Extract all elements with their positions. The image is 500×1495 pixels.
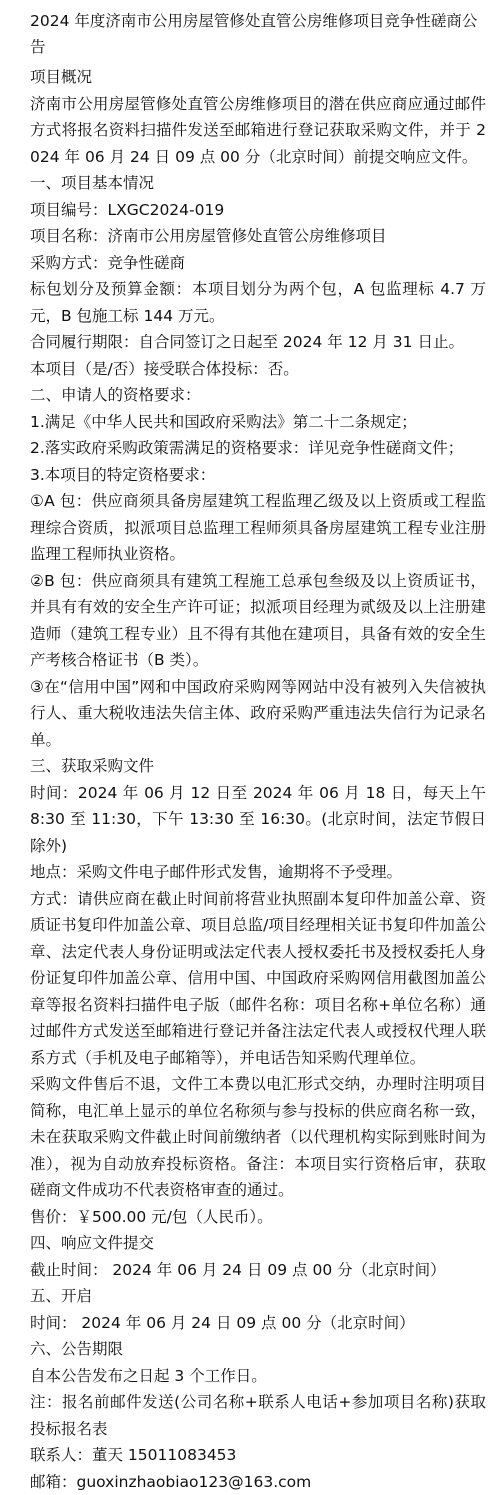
project-name: 项目名称：济南市公用房屋管修处直管公房维修项目 [30,223,486,250]
notice-period: 自本公告发布之日起 3 个工作日。 [30,1363,486,1390]
acquisition-place: 地点：采购文件电子邮件形式发售，逾期将不予受理。 [30,859,486,886]
requirement-lot-a: ①A 包：供应商须具备房屋建筑工程监理乙级及以上资质或工程监理综合资质，拟派项目总监理工程师须具备房屋建筑工程专业注册监理工程师执业资格。 [30,488,486,568]
section-5-heading: 五、开启 [30,1283,486,1310]
submission-deadline: 截止时间： 2024 年 06 月 24 日 09 点 00 分（北京时间） [30,1257,486,1284]
overview-heading: 项目概况 [30,64,486,91]
procurement-method: 采购方式：竞争性磋商 [30,250,486,277]
acquisition-method: 方式：请供应商在截止时间前将营业执照副本复印件加盖公章、资质证书复印件加盖公章、项目总监/项目经理相关证书复印件加盖公章、法定代表人身份证明或法定代表人授权委托书及授权委托人身份证复印件加盖公章、信用中国、中国政府采购网信用截图加盖公章等报名资料扫描件电子版（邮件名称：项目名称+单位名称）通过邮件方式发送至邮箱进行登记并备注法定代表人或授权代理人联系方式（手机及电子邮箱等），并电话告知采购代理单位。 [30,886,486,1072]
requirement-1: 1.满足《中华人民共和国政府采购法》第二十二条规定； [30,409,486,436]
section-3-heading: 三、获取采购文件 [30,753,486,780]
contact-email: 邮箱：guoxinzhaobiao123@163.com [30,1469,486,1495]
document-price: 售价：￥500.00 元/包（人民币）。 [30,1204,486,1231]
overview-text: 济南市公用房屋管修处直管公房维修项目的潜在供应商应通过邮件方式将报名资料扫描件发送至邮箱进行登记获取采购文件，并于 2024 年 06 月 24 日 09 点 00 分（北京时间）前提交响应文件。 [30,91,486,171]
consortium-bidding: 本项目（是/否）接受联合体投标：否。 [30,356,486,383]
section-4-heading: 四、响应文件提交 [30,1230,486,1257]
project-number: 项目编号：LXGC2024-019 [30,197,486,224]
section-2-heading: 二、申请人的资格要求： [30,382,486,409]
section-1-heading: 一、项目基本情况 [30,170,486,197]
requirement-lot-b: ②B 包：供应商须具有建筑工程施工总承包叁级及以上资质证书，并具有有效的安全生产许可证；拟派项目经理为贰级及以上注册建造师（建筑工程专业）且不得有其他在建项目，具备有效的安全生产考核合格证书（B 类）。 [30,568,486,674]
opening-time: 时间： 2024 年 06 月 24 日 09 点 00 分（北京时间） [30,1310,486,1337]
acquisition-note: 采购文件售后不退，文件工本费以电汇形式交纳，办理时注明项目简称，电汇单上显示的单位名称须与参与投标的供应商名称一致，未在获取采购文件截止时间前缴纳者（以代理机构实际到账时间为准），视为自动放弃投标资格。备注：本项目实行资格后审，获取磋商文件成功不代表资格审查的通过。 [30,1071,486,1204]
requirement-2: 2.落实政府采购政策需满足的资格要求：详见竞争性磋商文件； [30,435,486,462]
section-6-heading: 六、公告期限 [30,1336,486,1363]
registration-note: 注：报名前邮件发送(公司名称+联系人电话+参加项目名称)获取投标报名表 [30,1389,486,1442]
contact-person: 联系人：董天 15011083453 [30,1442,486,1469]
requirement-3: 3.本项目的特定资格要求： [30,462,486,489]
announcement-title: 2024 年度济南市公用房屋管修处直管公房维修项目竞争性磋商公告 [30,8,486,60]
lot-budget: 标包划分及预算金额：本项目划分为两个包，A 包监理标 4.7 万元，B 包施工标 144 万元。 [30,276,486,329]
requirement-credit: ③在“信用中国”网和中国政府采购网等网站中没有被列入失信被执行人、重大税收违法失信主体、政府采购严重违法失信行为记录名单。 [30,674,486,754]
contract-period: 合同履行期限：自合同签订之日起至 2024 年 12 月 31 日止。 [30,329,486,356]
acquisition-time: 时间：2024 年 06 月 12 日至 2024 年 06 月 18 日，每天上午 8:30 至 11:30，下午 13:30 至 16:30。(北京时间，法定节假日除外) [30,780,486,860]
